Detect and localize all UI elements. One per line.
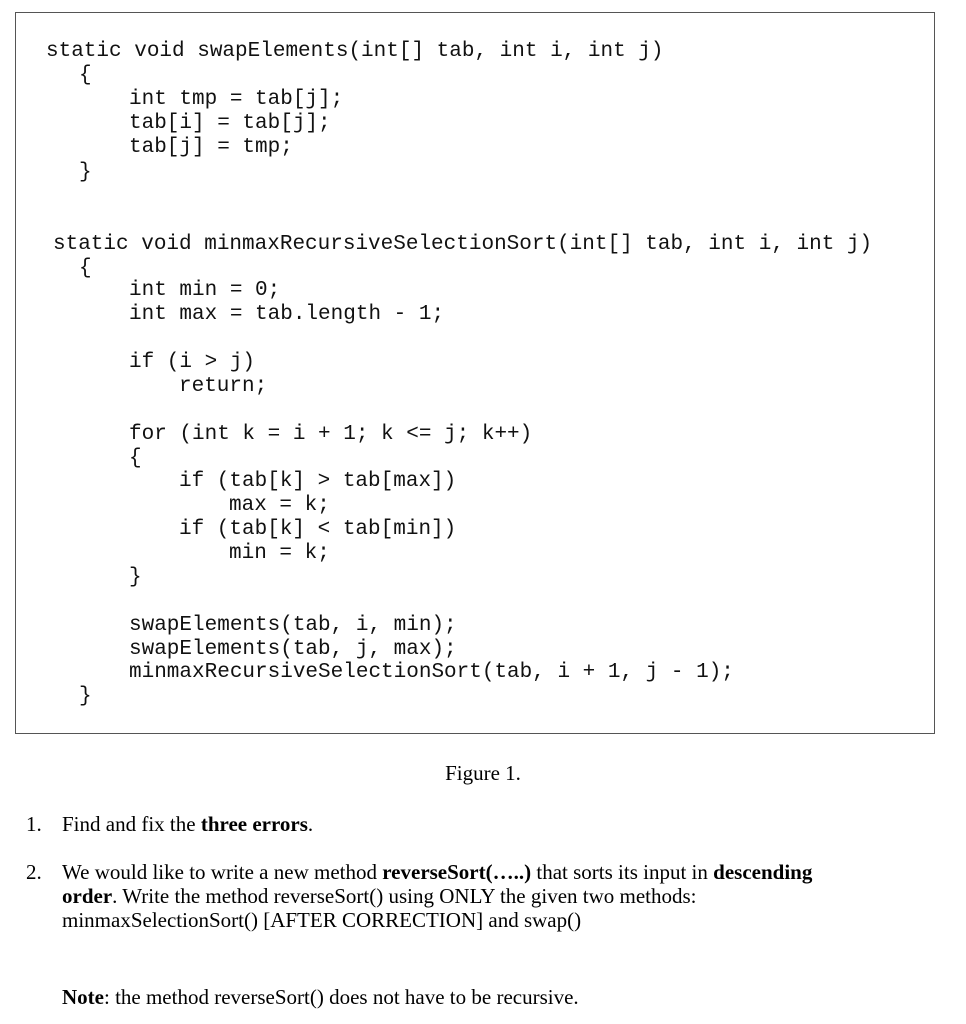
code-line: max = k;: [229, 494, 330, 517]
code-line: int min = 0;: [129, 279, 281, 302]
text-run: Find and fix the: [62, 812, 201, 836]
code-line: {: [129, 447, 142, 470]
question-text: [62, 860, 942, 932]
note: [62, 985, 579, 1009]
code-line: }: [79, 685, 92, 708]
bold-text: descending: [713, 860, 813, 884]
code-line: min = k;: [229, 542, 330, 565]
code-line: tab[i] = tab[j];: [129, 112, 331, 135]
question-line: [62, 860, 942, 884]
text-run: that sorts its input in: [531, 860, 714, 884]
question-number: 1.: [26, 812, 42, 836]
code-listing: [15, 12, 935, 734]
code-line: {: [79, 257, 92, 280]
bold-text: three errors: [200, 812, 308, 836]
code-line: for (int k = i + 1; k <= j; k++): [129, 423, 533, 446]
note-text: : the method reverseSort() does not have to be recursive.: [103, 985, 579, 1009]
text-run: . Write the method reverseSort() using ONLY the given two methods:: [112, 884, 697, 908]
code-line: static void minmaxRecursiveSelectionSort(int[] tab, int i, int j): [53, 233, 873, 256]
code-line: tab[j] = tmp;: [129, 136, 293, 159]
bold-text: order: [62, 884, 113, 908]
code-line: minmaxRecursiveSelectionSort(tab, i + 1, j - 1);: [129, 661, 734, 684]
code-line: int tmp = tab[j];: [129, 88, 344, 111]
code-line: static void swapElements(int[] tab, int i, int j): [46, 40, 664, 63]
text-run: .: [307, 812, 314, 836]
code-line: swapElements(tab, j, max);: [129, 638, 457, 661]
question-text: [62, 812, 942, 836]
question-line: minmaxSelectionSort() [AFTER CORRECTION] and swap(): [62, 908, 582, 932]
question-number: 2.: [26, 860, 42, 884]
code-line: {: [79, 64, 92, 87]
figure-caption: Figure 1.: [445, 761, 521, 785]
question-line: [62, 884, 942, 908]
code-line: if (tab[k] > tab[max]): [179, 470, 457, 493]
text-run: We would like to write a new method: [62, 860, 383, 884]
code-line: }: [79, 161, 92, 184]
note-label: Note: [62, 985, 104, 1009]
code-line: if (i > j): [129, 351, 256, 374]
code-line: int max = tab.length - 1;: [129, 303, 445, 326]
bold-text: reverseSort(…..): [382, 860, 532, 884]
code-line: }: [129, 566, 142, 589]
code-line: swapElements(tab, i, min);: [129, 614, 457, 637]
code-line: if (tab[k] < tab[min]): [179, 518, 457, 541]
code-line: return;: [179, 375, 268, 398]
